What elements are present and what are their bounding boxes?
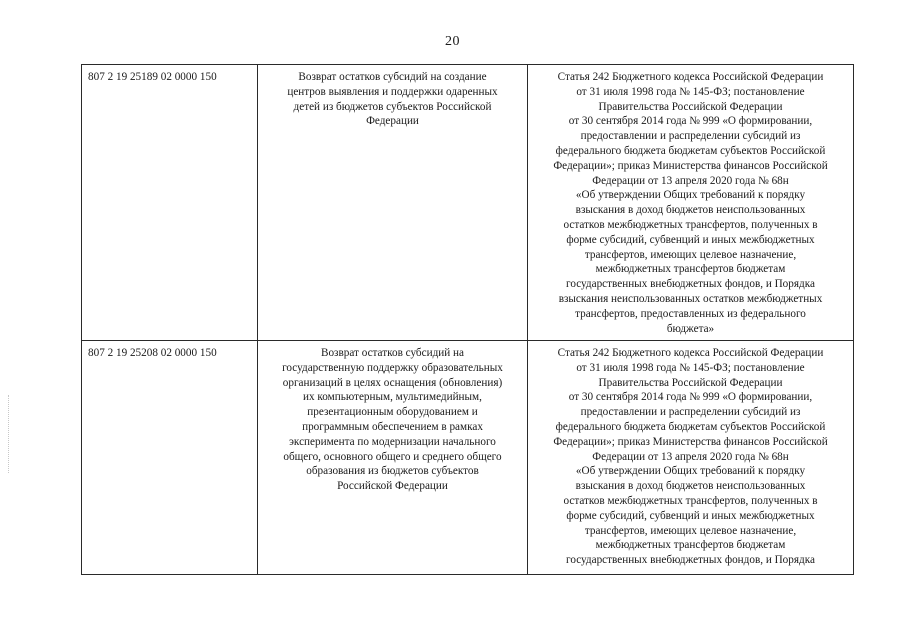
legal-basis-line: федерального бюджета бюджетам субъектов Российской <box>555 420 826 433</box>
legal-basis-line: предоставлении и распределении субсидий из <box>580 130 801 143</box>
legal-basis-line: Федерации от 13 апреля 2020 года № 68н <box>592 450 789 463</box>
budget-code: 807 2 19 25208 02 0000 150 <box>88 347 217 359</box>
legal-basis-line: форме субсидий, субвенций и иных межбюджетных <box>566 509 815 522</box>
income-name-line: центров выявления и поддержки одаренных <box>287 85 498 98</box>
budget-code-cell <box>82 65 258 341</box>
income-name-line: Российской Федерации <box>337 480 448 493</box>
legal-basis-line: от 30 сентября 2014 года № 999 «О формировании, <box>568 391 813 404</box>
scan-margin-mark <box>8 395 11 473</box>
legal-basis-line: Правительства Российской Федерации <box>598 376 783 389</box>
income-name-line: образования из бюджетов субъектов <box>306 465 479 478</box>
legal-basis-line: трансфертов, имеющих целевое назначение, <box>584 524 797 537</box>
income-name-line: общего, основного общего и среднего общего <box>283 450 502 463</box>
income-name-line: Возврат остатков субсидий на <box>320 347 464 359</box>
legal-basis-cell <box>528 341 854 575</box>
legal-basis-line: Федерации»; приказ Министерства финансов Российской <box>553 435 828 448</box>
income-name-line: их компьютерным, мультимедийным, <box>303 391 482 404</box>
income-name-line: детей из бюджетов субъектов Российской <box>293 100 492 113</box>
legal-basis-line: предоставлении и распределении субсидий из <box>580 406 801 419</box>
legal-basis-cell <box>528 65 854 341</box>
legal-basis-line: государственных внебюджетных фондов, и Порядка <box>566 278 815 291</box>
legal-basis-line: межбюджетных трансфертов бюджетам <box>595 539 786 552</box>
page-number: 20 <box>445 34 460 49</box>
income-name-line: Федерации <box>366 115 419 128</box>
legal-basis-line: от 31 июля 1998 года № 145-ФЗ; постановление <box>576 361 805 374</box>
legal-basis-line: Правительства Российской Федерации <box>598 100 783 113</box>
budget-code-cell <box>82 341 258 575</box>
legal-basis-line: остатков межбюджетных трансфертов, полученных в <box>563 494 818 507</box>
legal-basis-line: «Об утверждении Общих требований к порядку <box>575 189 806 202</box>
legal-basis-line: от 31 июля 1998 года № 145-ФЗ; постановление <box>576 85 805 98</box>
legal-basis-line: федерального бюджета бюджетам субъектов Российской <box>555 144 826 157</box>
legal-basis-line: Статья 242 Бюджетного кодекса Российской Федерации <box>557 347 824 359</box>
income-name-cell <box>258 65 528 341</box>
income-name-line: эксперимента по модернизации начального <box>289 435 496 448</box>
budget-code-table <box>81 64 854 575</box>
legal-basis-line: взыскания в доход бюджетов неиспользованных <box>575 480 806 493</box>
income-name-line: государственную поддержку образовательных <box>282 361 503 374</box>
table-row <box>82 341 854 575</box>
legal-basis-line: взыскания в доход бюджетов неиспользованных <box>575 204 806 217</box>
legal-basis-line: трансфертов, имеющих целевое назначение, <box>584 248 797 261</box>
legal-basis-line: бюджета» <box>666 322 715 335</box>
legal-basis-line: трансфертов, предоставленных из федерального <box>575 307 806 320</box>
legal-basis-line: Федерации»; приказ Министерства финансов Российской <box>553 159 828 172</box>
income-name-line: программным обеспечением в рамках <box>302 420 483 433</box>
legal-basis-line: государственных внебюджетных фондов, и Порядка <box>566 554 815 567</box>
budget-code: 807 2 19 25189 02 0000 150 <box>88 71 217 83</box>
legal-basis-line: Статья 242 Бюджетного кодекса Российской Федерации <box>557 71 824 83</box>
legal-basis-line: Федерации от 13 апреля 2020 года № 68н <box>592 174 789 187</box>
legal-basis-line: «Об утверждении Общих требований к порядку <box>575 465 806 478</box>
income-name-line: презентационным оборудованием и <box>307 406 478 419</box>
legal-basis-line: остатков межбюджетных трансфертов, полученных в <box>563 218 818 231</box>
income-name-line: Возврат остатков субсидий на создание <box>298 71 487 83</box>
income-name-cell <box>258 341 528 575</box>
legal-basis-line: взыскания неиспользованных остатков межбюджетных <box>558 292 823 305</box>
legal-basis-line: форме субсидий, субвенций и иных межбюджетных <box>566 233 815 246</box>
legal-basis-line: межбюджетных трансфертов бюджетам <box>595 263 786 276</box>
income-name-line: организаций в целях оснащения (обновления) <box>282 376 503 389</box>
legal-basis-line: от 30 сентября 2014 года № 999 «О формировании, <box>568 115 813 128</box>
table-row <box>82 65 854 341</box>
